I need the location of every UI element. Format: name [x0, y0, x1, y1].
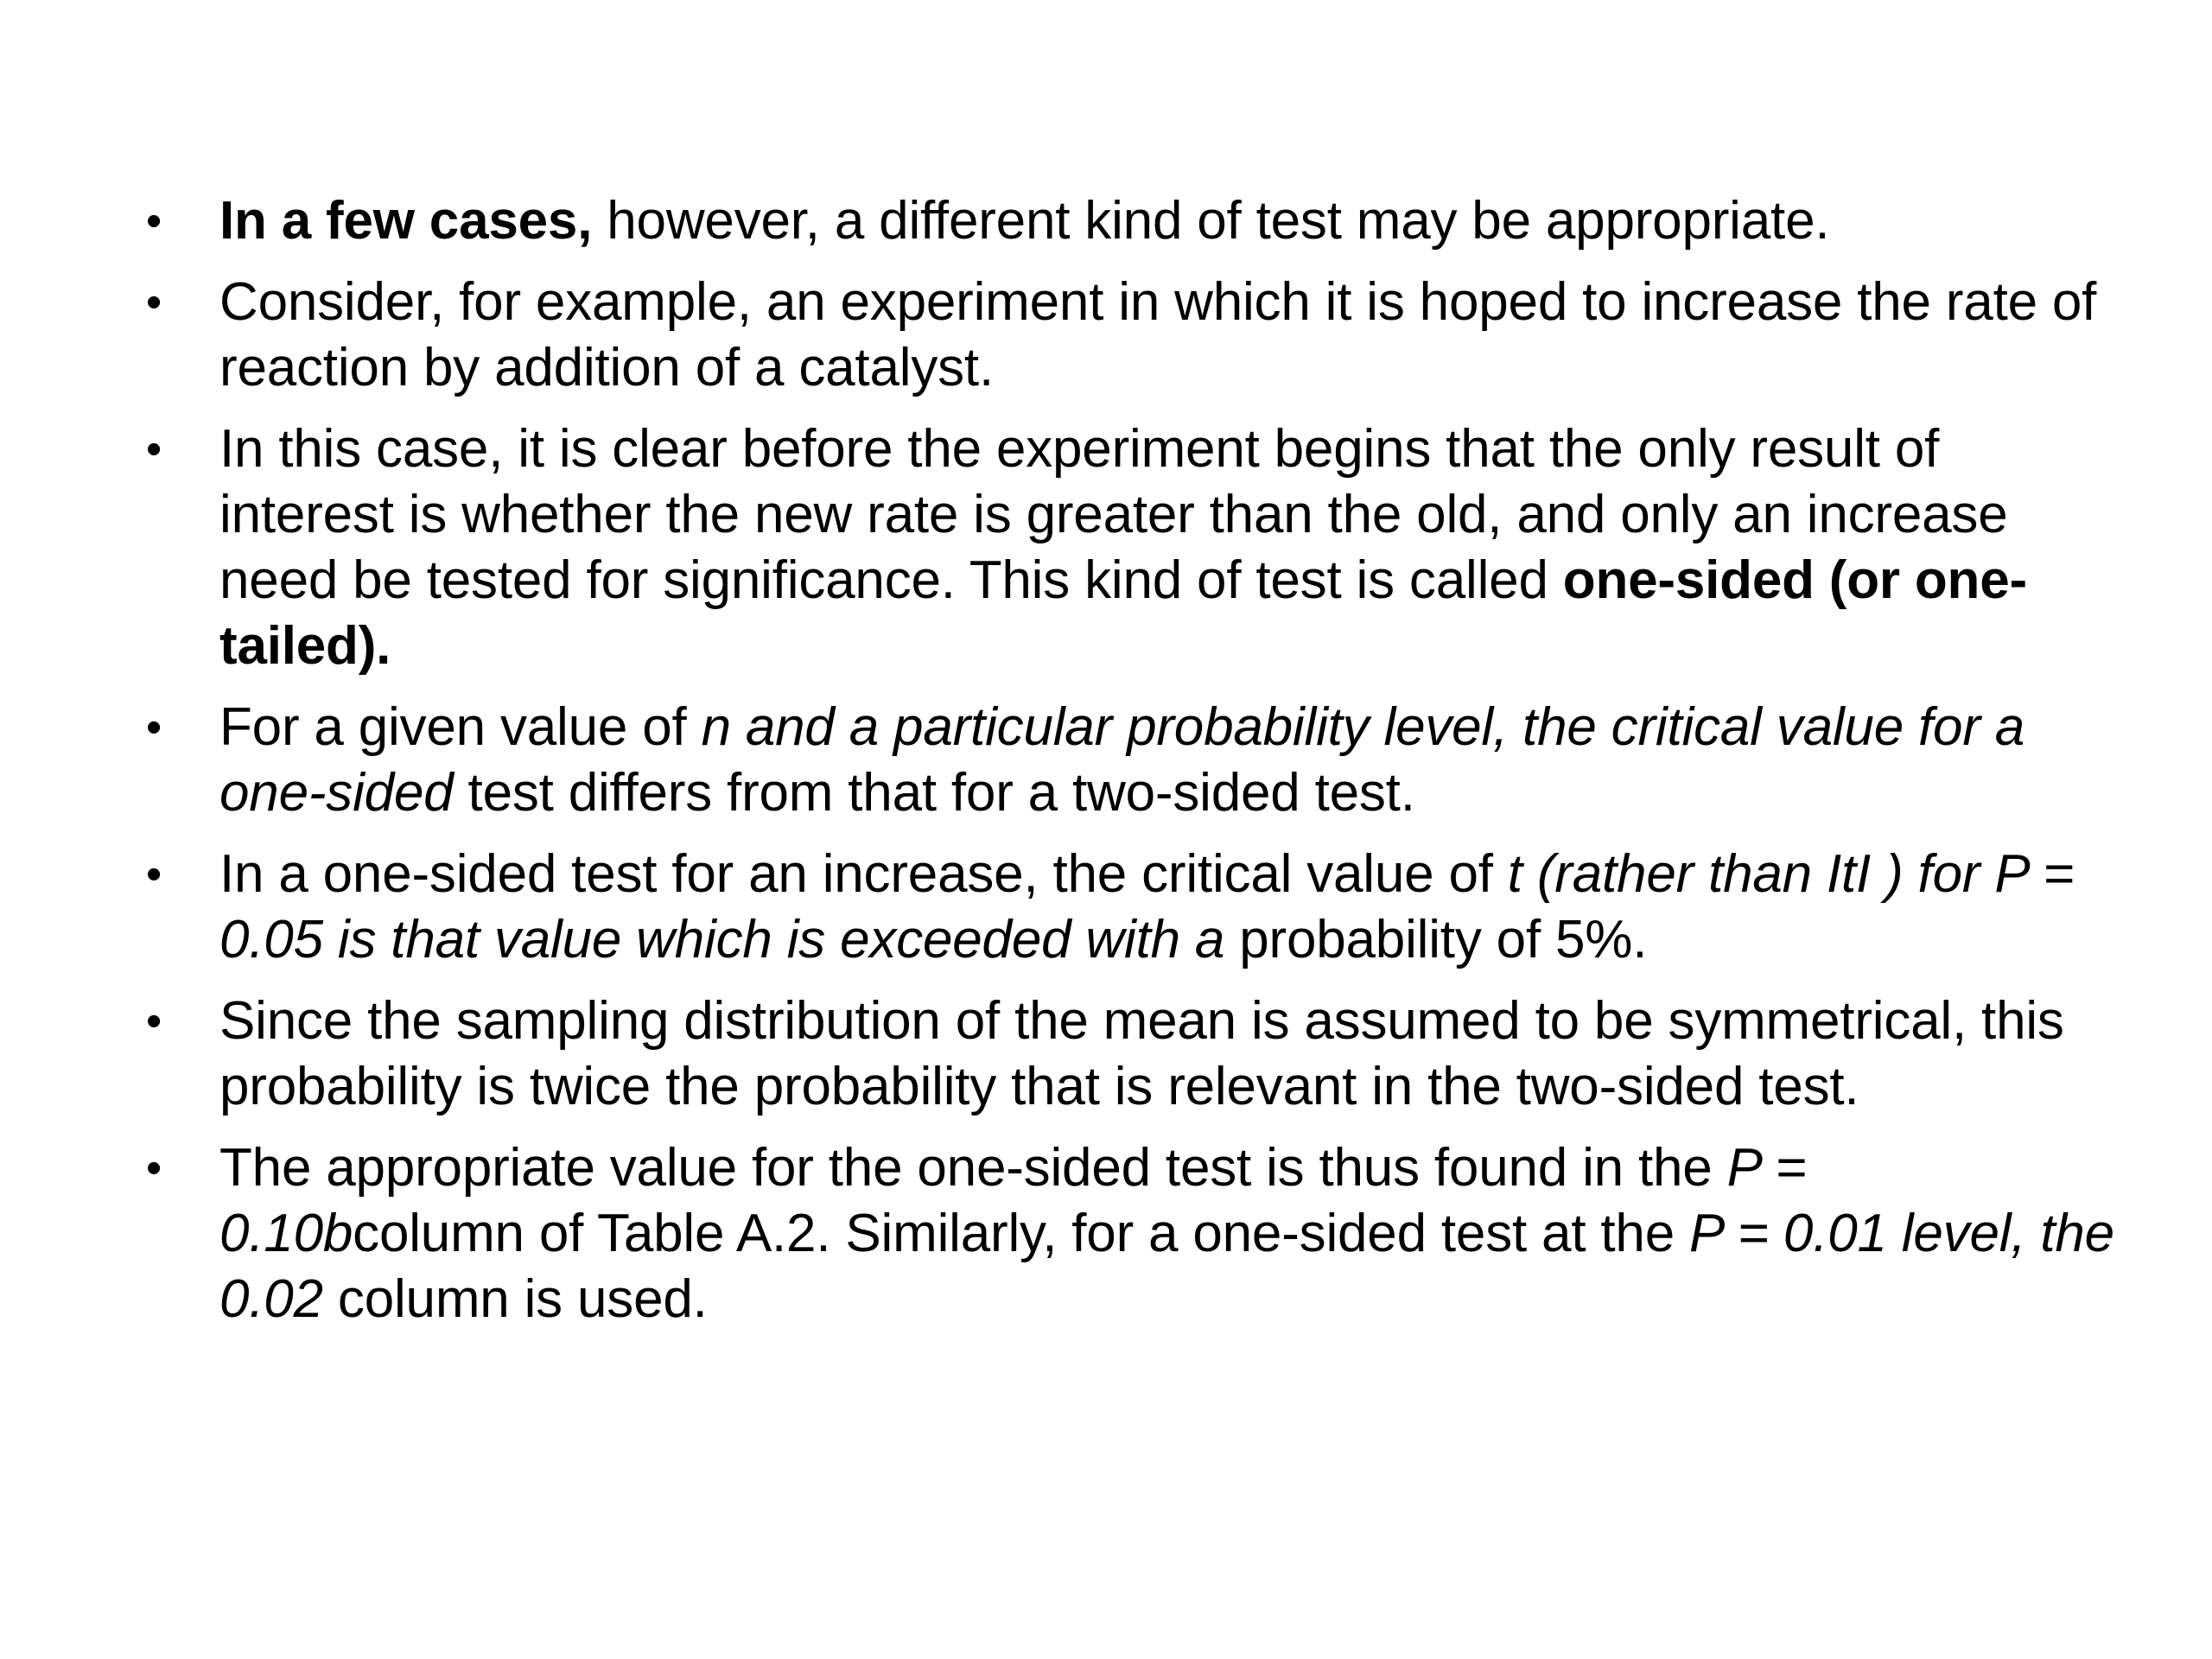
- bullet-dot-icon: •: [145, 996, 162, 1046]
- bullet-dot-icon: •: [145, 424, 162, 474]
- bullet-text: test differs from that for a two-sided test.: [453, 763, 1415, 823]
- bullet-text-italic: P = 0.10b: [219, 1138, 1807, 1263]
- bullet-text: In a one-sided test for an increase, the critical value of: [219, 844, 1508, 904]
- bullet-item: [130, 842, 2117, 973]
- bullet-text: Since the sampling distribution of the mean is assumed to be symmetrical, this probability is twice the probability that is relevant in the two-sided test.: [219, 991, 2064, 1116]
- bullet-dot-icon: •: [145, 702, 162, 753]
- bullet-text: The appropriate value for the one-sided test is thus found in the: [219, 1138, 1727, 1198]
- bullet-text-bold: one-sided (or one-tailed).: [219, 550, 2027, 676]
- bullet-item: [130, 988, 2117, 1120]
- bullet-text-italic: P = 0.01 level, the 0.02: [219, 1204, 2114, 1329]
- bullet-item: [130, 416, 2117, 679]
- bullet-text: column is used.: [322, 1269, 708, 1329]
- bullet-text-italic: t (rather than ItI ) for P = 0.05 is that value which is exceeded with a: [219, 844, 2075, 969]
- bullet-item: [130, 695, 2117, 826]
- bullet-text: however, a different kind of test may be appropriate.: [592, 191, 1830, 251]
- bullet-text: Consider, for example, an experiment in which it is hoped to increase the rate of reaction by addition of a catalyst.: [219, 272, 2097, 397]
- bullet-text-italic: n and a particular probability level, the critical value for a one-sided: [219, 697, 2025, 823]
- bullet-dot-icon: •: [145, 196, 162, 246]
- bullet-list: [130, 188, 2117, 1348]
- bullet-text: probability of 5%.: [1224, 910, 1648, 969]
- bullet-item: [130, 1135, 2117, 1332]
- bullet-text: column of Table A.2. Similarly, for a one-sided test at the: [353, 1204, 1689, 1263]
- bullet-item: [130, 270, 2117, 401]
- bullet-dot-icon: •: [145, 849, 162, 899]
- bullet-dot-icon: •: [145, 277, 162, 327]
- bullet-dot-icon: •: [145, 1143, 162, 1193]
- bullet-text-bold: In a few cases,: [219, 191, 593, 251]
- bullet-item: [130, 188, 2117, 254]
- bullet-text: For a given value of: [219, 697, 702, 757]
- bullet-text: In this case, it is clear before the experiment begins that the only result of interest is whether the new rate is greater than the old, and only an increase need be tested for significance. This kind of test is called: [219, 419, 2008, 610]
